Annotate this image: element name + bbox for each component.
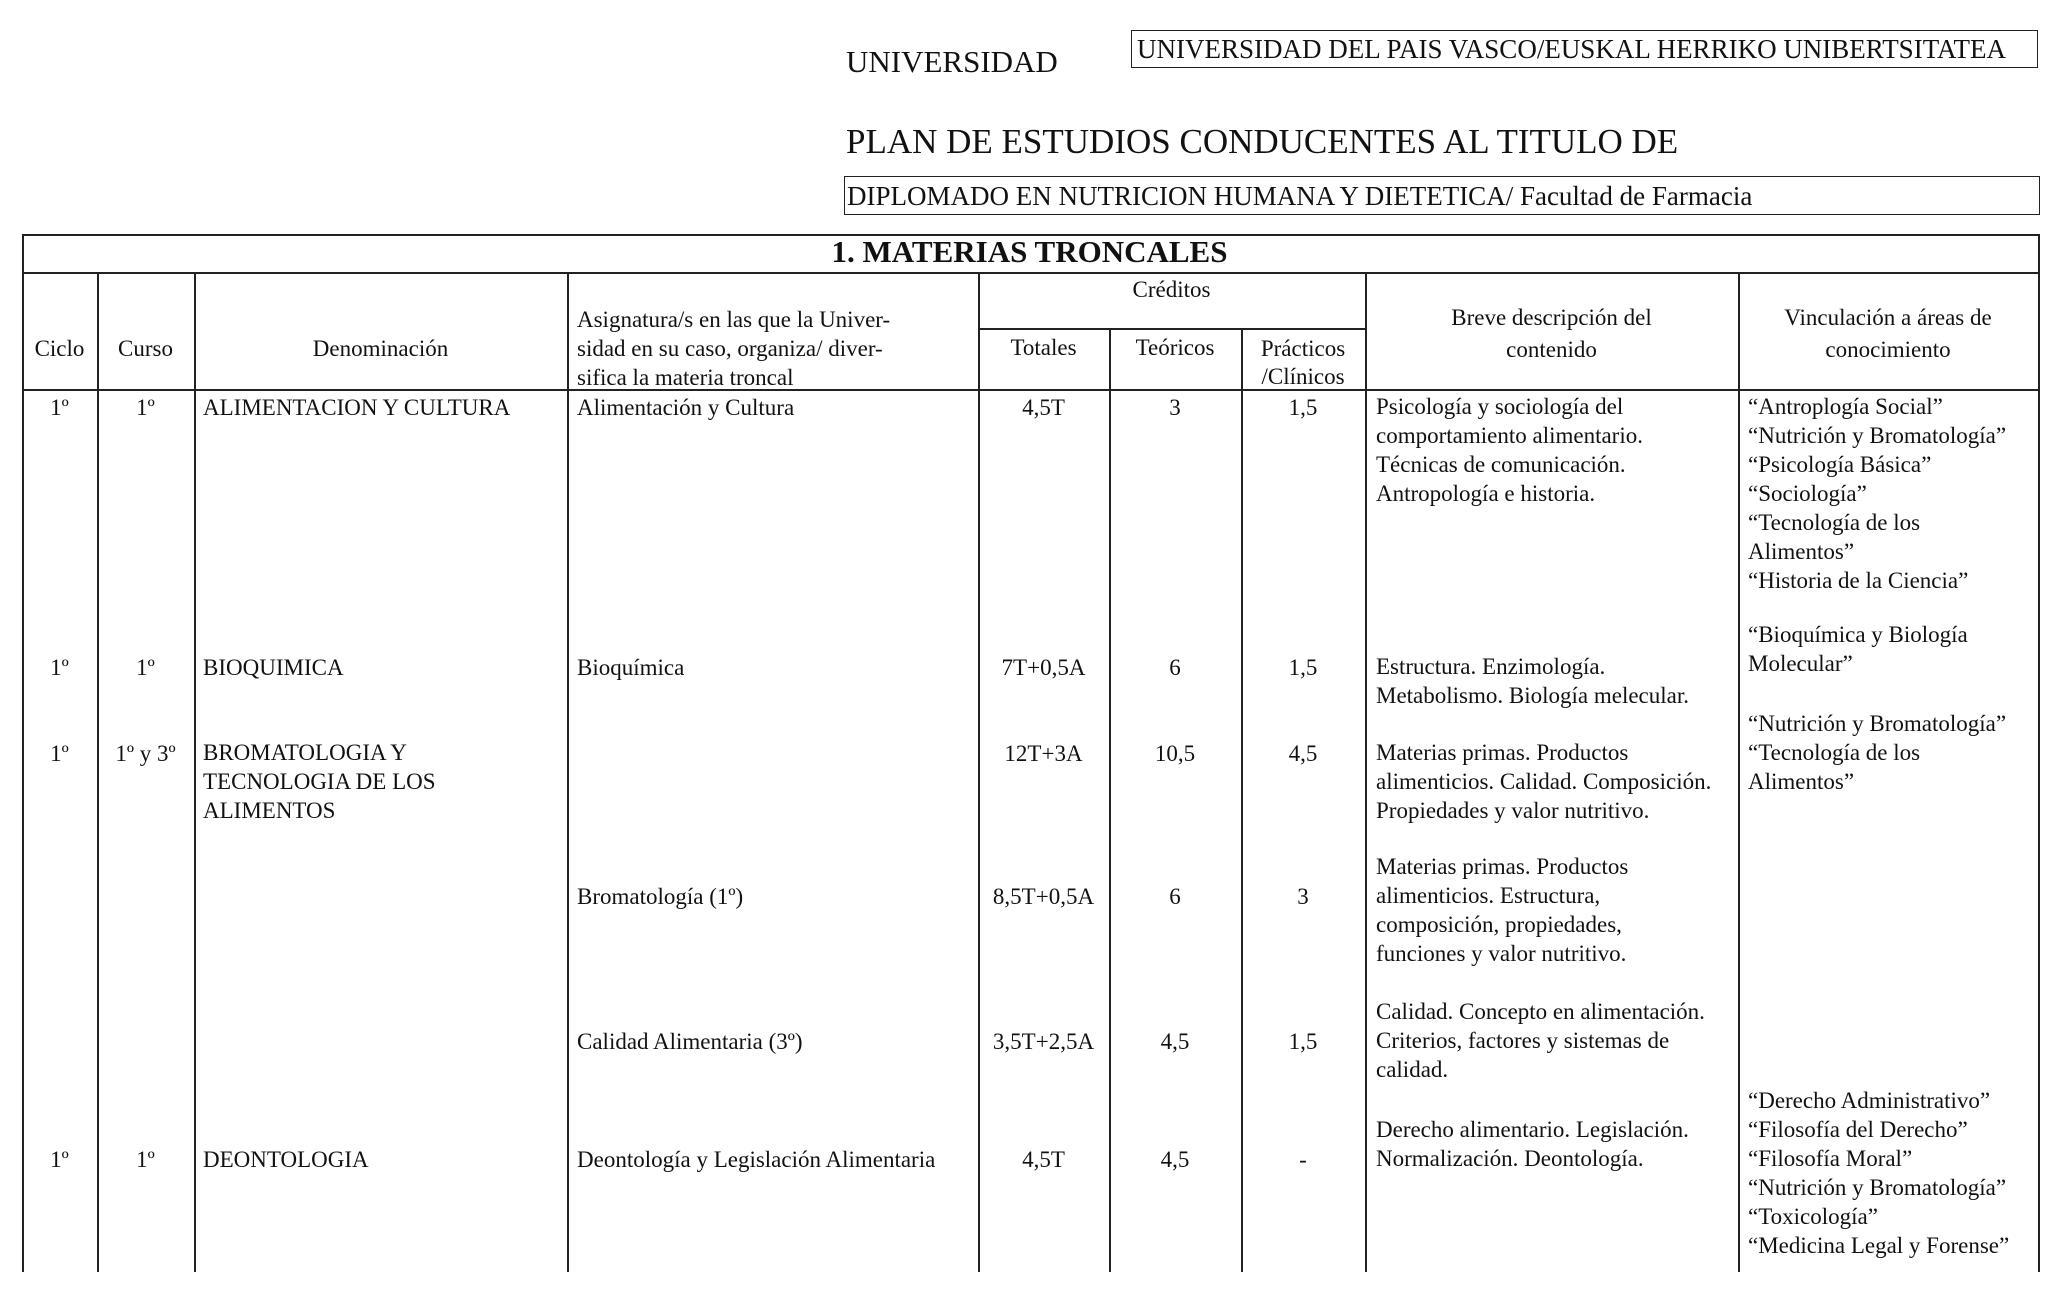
table-row-4-practicos: 3: [1297, 884, 1309, 909]
table-row-1-vinculacion: “Antroplogía Social” “Nutrición y Bromatología” “Psicología Básica” “Sociología” “Tecnología de los Alimentos” “Historia de la Ciencia”: [1748, 394, 2007, 593]
col-divider-practicos: [1365, 272, 1367, 1272]
header-totales: Totales: [1010, 335, 1077, 360]
col-divider-curso: [194, 272, 196, 1272]
table-row-6-curso: 1º: [136, 1147, 155, 1172]
table-row-1-practicos: 1,5: [1288, 395, 1318, 420]
universidad-box: [1131, 30, 2038, 68]
table-row-5-totales: 3,5T+2,5A: [992, 1029, 1095, 1054]
plan-label: PLAN DE ESTUDIOS CONDUCENTES AL TITULO DE: [846, 122, 1679, 161]
table-row-3-totales: 12T+3A: [1004, 741, 1083, 766]
table-left-border-body: [22, 272, 24, 1272]
table-row-1-totales: 4,5T: [1022, 395, 1065, 420]
header-teoricos: Teóricos: [1135, 335, 1215, 360]
table-row-5-descripcion: Calidad. Concepto en alimentación. Criterios, factores y sistemas de calidad.: [1376, 999, 1705, 1082]
header-asignaturas: Asignatura/s en las que la Univer- sidad en su caso, organiza/ diver- sifica la materia troncal: [577, 307, 891, 390]
table-row-2-curso: 1º: [136, 655, 155, 680]
col-divider-teoricos: [1241, 329, 1243, 1272]
table-row-1-curso: 1º: [136, 395, 155, 420]
col-divider-denominacion: [567, 272, 569, 1272]
table-row-2-descripcion: Estructura. Enzimología. Metabolismo. Biología melecular.: [1376, 654, 1689, 708]
header-practicos: Prácticos /Clínicos: [1260, 336, 1346, 389]
table-row-6-descripcion: Derecho alimentario. Legislación. Normalización. Deontología.: [1376, 1117, 1689, 1171]
col-divider-descripcion: [1738, 272, 1740, 1272]
table-row-6-asignatura: Deontología y Legislación Alimentaria: [577, 1147, 936, 1172]
header-curso: Curso: [118, 336, 173, 361]
table-row-6-totales: 4,5T: [1022, 1147, 1065, 1172]
table-row-4-descripcion: Materias primas. Productos alimenticios. Estructura, composición, propiedades, funciones y valor nutritivo.: [1376, 854, 1629, 966]
creditos-divider-line: [978, 328, 1365, 330]
table-row-3-teoricos: 10,5: [1154, 741, 1196, 766]
universidad-label: UNIVERSIDAD: [846, 44, 1058, 79]
table-row-2-denominacion: BIOQUIMICA: [203, 655, 344, 680]
table-row-2-teoricos: 6: [1169, 655, 1181, 680]
table-row-4-teoricos: 6: [1169, 884, 1181, 909]
header-descripcion: Breve descripción del contenido: [1451, 305, 1652, 362]
table-row-6-practicos: -: [1299, 1147, 1307, 1172]
table-row-2-totales: 7T+0,5A: [1001, 655, 1086, 680]
section-title: 1. MATERIAS TRONCALES: [831, 234, 1228, 269]
table-row-2-asignatura: Bioquímica: [577, 655, 685, 680]
universidad-value: UNIVERSIDAD DEL PAIS VASCO/EUSKAL HERRIKO UNIBERTSITATEA: [1137, 34, 2007, 64]
table-right-border-body: [2038, 272, 2040, 1272]
table-row-6-denominacion: DEONTOLOGIA: [203, 1147, 369, 1172]
table-row-3-vinculacion: “Nutrición y Bromatología” “Tecnología de los Alimentos”: [1748, 711, 2007, 794]
col-divider-totales: [1109, 329, 1111, 1272]
header-creditos: Créditos: [1132, 277, 1211, 302]
table-row-3-curso: 1º y 3º: [115, 741, 176, 766]
table-row-5-teoricos: 4,5: [1160, 1029, 1190, 1054]
table-row-1-asignatura: Alimentación y Cultura: [577, 395, 795, 420]
header-vinculacion: Vinculación a áreas de conocimiento: [1784, 305, 1992, 362]
header-denominacion: Denominación: [312, 336, 449, 361]
table-row-3-denominacion: BROMATOLOGIA Y TECNOLOGIA DE LOS ALIMENTOS: [203, 740, 436, 823]
titulo-value: DIPLOMADO EN NUTRICION HUMANA Y DIETETICA/ Facultad de Farmacia: [847, 181, 1753, 211]
table-row-6-teoricos: 4,5: [1160, 1147, 1190, 1172]
table-row-3-practicos: 4,5: [1288, 741, 1318, 766]
table-row-4-totales: 8,5T+0,5A: [992, 884, 1095, 909]
table-row-4-asignatura: Bromatología (1º): [577, 884, 744, 909]
titulo-box: [844, 176, 2040, 215]
table-row-2-vinculacion: “Bioquímica y Biología Molecular”: [1748, 622, 1968, 676]
table-row-6-ciclo: 1º: [50, 1147, 69, 1172]
col-divider-ciclo: [97, 272, 99, 1272]
table-row-5-asignatura: Calidad Alimentaria (3º): [577, 1029, 803, 1054]
header-ciclo: Ciclo: [34, 336, 85, 361]
table-row-3-ciclo: 1º: [50, 741, 69, 766]
table-row-5-practicos: 1,5: [1288, 1029, 1318, 1054]
table-row-2-practicos: 1,5: [1288, 655, 1318, 680]
col-divider-asignatura: [978, 272, 980, 1272]
table-row-1-teoricos: 3: [1169, 395, 1181, 420]
table-row-3-descripcion: Materias primas. Productos alimenticios. Calidad. Composición. Propiedades y valor nutritivo.: [1376, 740, 1712, 823]
table-row-6-vinculacion: “Derecho Administrativo” “Filosofía del Derecho” “Filosofía Moral” “Nutrición y Bromatología” “Toxicología” “Medicina Legal y Forense”: [1748, 1088, 2010, 1258]
table-row-1-descripcion: Psicología y sociología del comportamiento alimentario. Técnicas de comunicación. Antropología e historia.: [1376, 394, 1643, 506]
table-row-1-denominacion: ALIMENTACION Y CULTURA: [203, 395, 511, 420]
table-row-2-ciclo: 1º: [50, 655, 69, 680]
table-row-1-ciclo: 1º: [50, 395, 69, 420]
